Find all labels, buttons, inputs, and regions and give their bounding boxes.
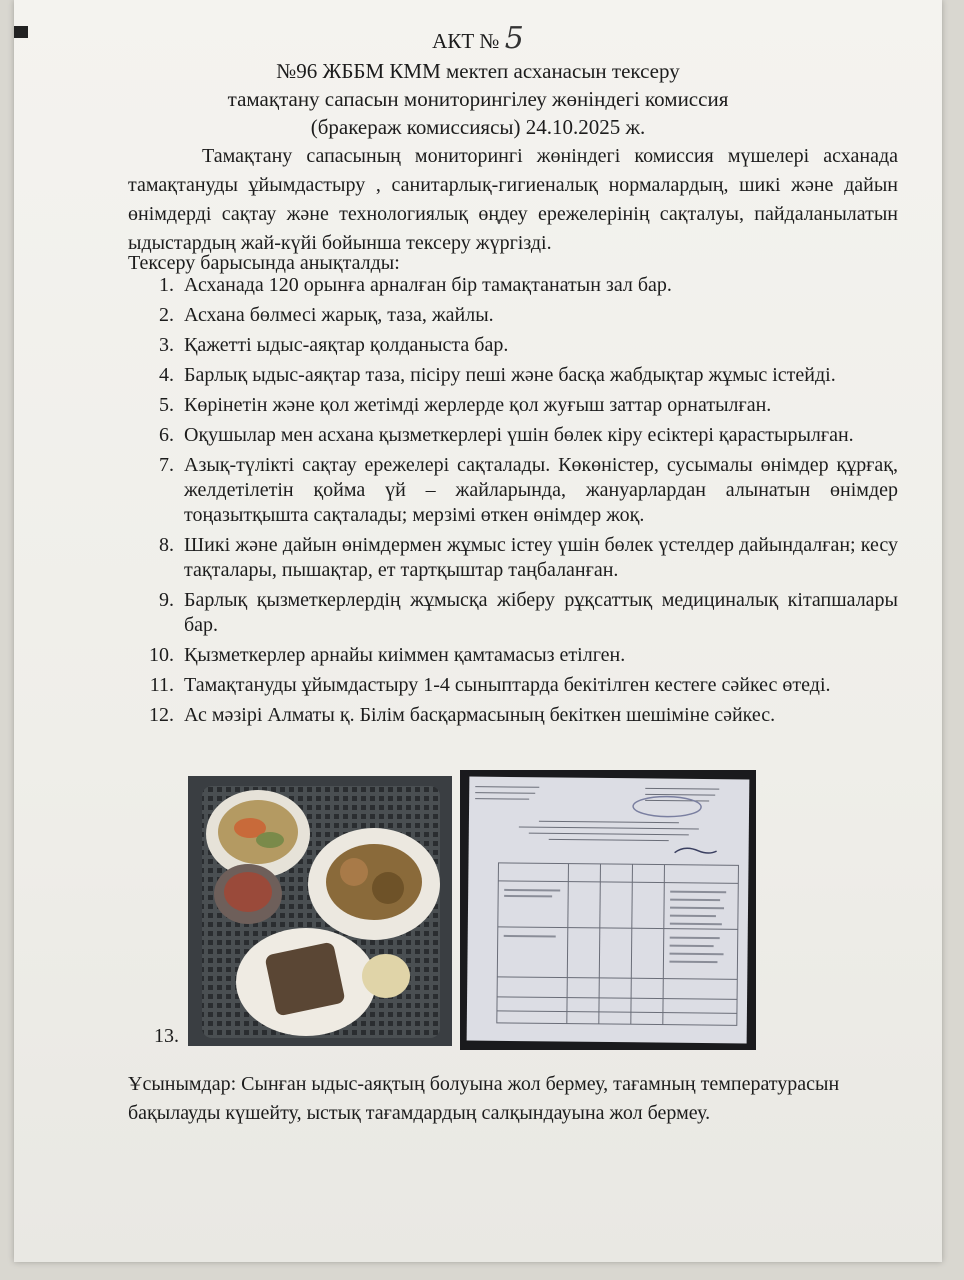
findings-list [128,273,898,733]
finding-item: 12. Ас мәзірі Алматы қ. Білім басқармасының бекіткен шешіміне сәйкес. [149,704,776,726]
menu-table-illustration [467,777,750,1044]
act-label: АКТ № [432,29,500,53]
findings-lead: Тексеру барысында анықталды: [128,252,400,274]
intro-paragraph: Тамақтану сапасының мониторингі жөніндегі комиссия мүшелері асханада тамақтануды ұйымдастыру , санитарлық-гигиеналық нормалардың, шикі және дайын өнімдерді сақтау және технологиялық өңдеу ережелерінің сақталуы, пайдаланылатын ыдыстардың жай-күйі бойынша тексеру жүргізді. [128,145,898,254]
food-tray-photo [188,776,452,1046]
menu-sheet [467,777,750,1044]
finding-item: 8. Шикі және дайын өнімдермен жұмыс істеу үшін бөлек үстелдер дайындалған; кесу тақталары, пышақтар, ет тартқыштар таңбаланған. [159,534,898,581]
daily-menu-photo [460,770,756,1050]
finding-item: 11. Тамақтануды ұйымдастыру 1-4 сыныптарда бекітілген кестеге сәйкес өтеді. [149,674,831,696]
finding-item: 9. Барлық қызметкерлердің жұмысқа жіберу рұқсаттық медициналық кітапшалары бар. [159,589,898,636]
food-tray-illustration [188,776,452,1046]
finding-item: 10. Қызметкерлер арнайы киіммен қамтамасыз етілген. [149,644,626,666]
act-number-handwritten: 5 [504,21,524,56]
finding-item: 6. Оқушылар мен асхана қызметкерлері үшін бөлек кіру есіктері қарастырылған. [159,424,854,446]
finding-item: 7. Азық-түлікті сақтау ережелері сақталады. Көкөністер, сусымалы өнімдер құрғақ, желдетілетін қойма үй – жайларында, жануарлардан алынатын өнімдер тоңазытқышта сақталады; мерзімі өткен өнімдер жоқ. [159,454,898,526]
finding-item: 3. Қажетті ыдыс-аяқтар қолданыста бар. [159,334,509,356]
title-line-2: тамақтану сапасын мониторингілеу жөніндегі комиссия [227,87,729,111]
title-line-1: №96 ЖББМ КММ мектеп асханасын тексеру [276,59,680,83]
finding-item: 4. Барлық ыдыс-аяқтар таза, пісіру пеші және басқа жабдықтар жұмыс істейді. [159,364,836,386]
document-page [14,0,942,1262]
finding-item: 2. Асхана бөлмесі жарық, таза, жайлы. [159,304,494,326]
title-line-3: (бракераж комиссиясы) 24.10.2025 ж. [310,115,646,139]
recommendations: Ұсынымдар: Сынған ыдыс-аяқтың болуына жол бермеу, тағамның температурасын бақылауды күшейту, ыстық тағамдардың салқындауына жол бермеу. [128,1073,840,1124]
act-title [14,21,942,56]
finding-item: 1. Асханада 120 орынға арналған бір тамақтанатын зал бар. [159,274,672,296]
finding-item: 5. Көрінетін және қол жетімді жерлерде қол жуғыш заттар орнатылған. [159,394,772,416]
item-13-number: 13. [154,1025,179,1047]
